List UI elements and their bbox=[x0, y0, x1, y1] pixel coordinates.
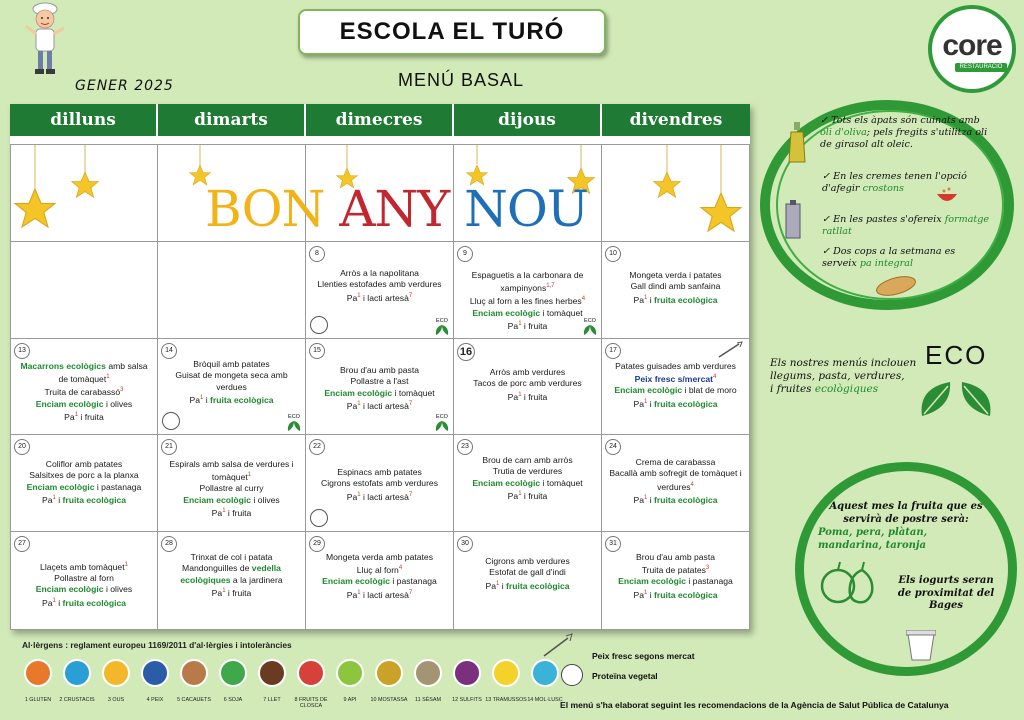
day-menu bbox=[608, 270, 743, 306]
calendar-cell-day-16 bbox=[454, 339, 602, 435]
first-course: Espirals amb salsa de verdures i tomàquet$^1$ bbox=[169, 459, 294, 483]
grater-icon bbox=[782, 200, 804, 240]
dessert-line: Pa$^1$ i fruita ecològica bbox=[189, 394, 274, 405]
allergen-icon bbox=[219, 659, 247, 687]
vegetable-protein-icon bbox=[310, 316, 328, 334]
allergen-icon bbox=[453, 659, 481, 687]
eco-title: ECO bbox=[925, 340, 988, 370]
yogurt-icon bbox=[906, 630, 936, 662]
month-label: GENER 2025 bbox=[75, 78, 174, 94]
eco-description: Els nostres menús inclouen llegums, pasta, verdures, i fruites ecològiques bbox=[770, 357, 917, 395]
first-course: Patates guisades amb verdures bbox=[615, 361, 736, 371]
dessert-line: Pa$^1$ i lacti artesà$^7$ bbox=[346, 292, 413, 303]
chef-illustration bbox=[22, 2, 68, 78]
day-number: 17 bbox=[605, 343, 621, 359]
first-course: Llaçets amb tomàquet$^1$ bbox=[40, 561, 128, 572]
second-course: Gall dindi amb sanfaina bbox=[630, 281, 721, 292]
second-course: Llenties estofades amb verdures bbox=[317, 279, 442, 290]
second-course: Truita de patates$^3$ bbox=[641, 565, 710, 576]
salad-line: Enciam ecològic i blat de moro bbox=[614, 385, 737, 396]
calendar-cell-day-27 bbox=[10, 532, 158, 630]
first-course: Macarrons ecològics amb salsa de tomàquet$^1$ bbox=[20, 361, 148, 385]
allergen-label: 10 MOSTASSA bbox=[370, 697, 408, 703]
day-menu bbox=[164, 459, 299, 519]
dessert-line: Pa$^1$ i fruita ecològica bbox=[633, 494, 718, 505]
allergen-label: 12 SULFITS bbox=[452, 697, 482, 703]
dessert-line: Pa$^1$ i fruita ecològica bbox=[633, 398, 718, 409]
day-menu bbox=[312, 552, 447, 601]
calendar-cell-day-23 bbox=[454, 435, 602, 532]
first-course: Bròquil amb patates bbox=[193, 359, 270, 369]
dessert-line: Pa$^1$ i lacti artesà$^7$ bbox=[346, 491, 413, 502]
school-title: ESCOLA EL TURÓ bbox=[298, 9, 606, 55]
menu-type: MENÚ BASAL bbox=[397, 70, 525, 90]
fish-icon bbox=[717, 341, 743, 359]
dessert-line: Pa$^1$ i fruita ecològica bbox=[41, 597, 127, 608]
vegetable-protein-icon bbox=[310, 509, 328, 527]
allergen-label: 6 SOJA bbox=[223, 697, 243, 703]
allergen-icon bbox=[297, 659, 325, 687]
day-header-friday: divendres bbox=[602, 104, 750, 136]
salad-line: Enciam ecològic i tomàquet bbox=[472, 307, 583, 318]
olive-oil-icon bbox=[786, 122, 808, 164]
banner-word-1: BON bbox=[205, 180, 325, 238]
dessert-line: Pa$^1$ i fruita bbox=[211, 587, 252, 598]
second-course: Cigrons estofats amb verdures bbox=[320, 478, 439, 489]
allergen-label: 9 API bbox=[343, 697, 357, 703]
allergen-icon bbox=[531, 659, 559, 687]
happy-new-year-banner bbox=[205, 180, 588, 238]
second-course: Lluç al forn$^4$ bbox=[356, 565, 403, 576]
day-header-monday: dilluns bbox=[10, 104, 158, 136]
day-header-thursday: dijous bbox=[454, 104, 602, 136]
calendar-cell-day-8 bbox=[306, 242, 454, 339]
logo-subtitle: RESTAURACIÓ bbox=[955, 63, 1007, 72]
second-course: Trutia de verdures bbox=[492, 466, 563, 477]
day-number: 28 bbox=[161, 536, 177, 552]
day-number: 15 bbox=[309, 343, 325, 359]
day-number: 31 bbox=[605, 536, 621, 552]
allergen-label: 8 FRUITS DE CLOSCA bbox=[294, 697, 328, 709]
dessert-line: Pa$^1$ i fruita ecològica bbox=[485, 580, 570, 591]
allergen-label: 5 CACAUETS bbox=[177, 697, 211, 703]
dessert-line: Pa$^1$ i lacti artesà$^7$ bbox=[346, 400, 413, 411]
eco-leaves-icon bbox=[916, 368, 996, 420]
banner-word-2: ANY bbox=[339, 180, 450, 238]
vegetable-protein-icon bbox=[162, 412, 180, 430]
eco-leaf-icon: ECO bbox=[581, 320, 599, 336]
day-number: 10 bbox=[605, 246, 621, 262]
first-course: Cigrons amb verdures bbox=[485, 556, 570, 566]
day-menu bbox=[312, 467, 447, 503]
allergen-icon bbox=[258, 659, 286, 687]
vegetable-protein-legend-icon bbox=[561, 664, 583, 686]
bread-icon bbox=[874, 274, 918, 298]
first-course: Espinacs amb patates bbox=[337, 467, 422, 477]
day-header-tuesday: dimarts bbox=[158, 104, 306, 136]
fish-legend-label: Peix fresc segons mercat bbox=[592, 651, 695, 661]
second-course: Tacos de porc amb verdures bbox=[473, 378, 582, 389]
first-course: Coliflor amb patates bbox=[45, 459, 123, 469]
calendar-cell-day-17 bbox=[602, 339, 750, 435]
footer-note: El menú s'ha elaborat seguint les recomendacions de la Agència de Salut Pública de Catalunya bbox=[560, 700, 949, 710]
allergen-icon bbox=[141, 659, 169, 687]
day-menu bbox=[608, 361, 743, 410]
second-course: Pollastre al curry bbox=[199, 483, 264, 494]
day-number: 14 bbox=[161, 343, 177, 359]
calendar-cell-day-31 bbox=[602, 532, 750, 630]
calendar-cell-day-15 bbox=[306, 339, 454, 435]
second-course: Estofat de gall d'indi bbox=[489, 567, 566, 578]
second-course: Pollastre al forn bbox=[54, 573, 114, 584]
salad-line: Enciam ecològic i olives bbox=[183, 494, 280, 505]
day-number: 23 bbox=[457, 439, 473, 455]
allergen-icon bbox=[492, 659, 520, 687]
vegetable-protein-legend-label: Proteïna vegetal bbox=[592, 671, 658, 681]
salad-line: Enciam ecològic i pastanaga bbox=[322, 576, 437, 587]
allergen-label: 4 PEIX bbox=[146, 697, 164, 703]
salad-line: Enciam ecològic i pastanaga bbox=[26, 481, 142, 492]
calendar-cell-day-9 bbox=[454, 242, 602, 339]
day-menu bbox=[17, 361, 151, 423]
calendar-cell-day-29 bbox=[306, 532, 454, 630]
dessert-line: Pa$^1$ i fruita bbox=[507, 320, 548, 331]
day-number: 8 bbox=[309, 246, 325, 262]
dessert-line: Pa$^1$ i fruita bbox=[64, 411, 104, 422]
day-number: 13 bbox=[14, 343, 30, 359]
info-cheese: ✓ En les pastes s'ofereix formatge ratllat bbox=[822, 214, 990, 237]
day-number: 27 bbox=[14, 536, 30, 552]
day-menu bbox=[460, 270, 595, 332]
dessert-line: Pa$^1$ i fruita ecològica bbox=[633, 294, 718, 305]
first-course: Brou d'au amb pasta bbox=[339, 365, 420, 375]
day-number: 30 bbox=[457, 536, 473, 552]
dessert-line: Pa$^1$ i fruita ecològica bbox=[41, 494, 127, 505]
calendar-cell-day-14 bbox=[158, 339, 306, 435]
day-menu bbox=[312, 268, 447, 304]
day-header-wednesday: dimecres bbox=[306, 104, 454, 136]
day-number: 22 bbox=[309, 439, 325, 455]
second-course: Bacallà amb sofregit de tomàquet i verdures$^4$ bbox=[609, 468, 742, 492]
calendar-cell-day-28 bbox=[158, 532, 306, 630]
first-course: Arròs amb verdures bbox=[489, 367, 566, 377]
day-menu bbox=[608, 457, 743, 506]
second-course: Mandonguilles de vedella ecològiques a la jardinera bbox=[180, 563, 283, 585]
calendar-cell-day-30 bbox=[454, 532, 602, 630]
second-course: Salsitxes de porc a la planxa bbox=[29, 470, 139, 481]
first-course: Mongeta verda amb patates bbox=[325, 552, 433, 562]
day-menu bbox=[17, 560, 151, 609]
day-number: 21 bbox=[161, 439, 177, 455]
soup-bowl-icon bbox=[935, 186, 959, 206]
day-number: 9 bbox=[457, 246, 473, 262]
calendar-cell-day-21 bbox=[158, 435, 306, 532]
fish-legend-icon bbox=[540, 632, 574, 658]
calendar-cell-day-20 bbox=[10, 435, 158, 532]
calendar-cell-day-24 bbox=[602, 435, 750, 532]
calendar-cell-empty bbox=[158, 242, 306, 339]
salad-line: Enciam ecològic i tomàquet bbox=[472, 477, 583, 488]
eco-leaf-icon: ECO bbox=[433, 416, 451, 432]
salad-line: Enciam ecològic i pastanaga bbox=[618, 576, 733, 587]
day-menu bbox=[164, 359, 299, 406]
first-course: Mongeta verda i patates bbox=[629, 270, 722, 280]
first-course: Trinxat de col i patata bbox=[190, 552, 273, 562]
allergen-icon bbox=[180, 659, 208, 687]
calendar-cell-empty bbox=[10, 242, 158, 339]
first-course: Crema de carabassa bbox=[635, 457, 716, 467]
day-menu bbox=[460, 367, 595, 403]
day-number: 24 bbox=[605, 439, 621, 455]
allergen-icon bbox=[24, 659, 52, 687]
second-course: Truita de carabassó$^3$ bbox=[44, 387, 124, 398]
allergen-icon bbox=[102, 659, 130, 687]
day-number: 16 bbox=[457, 343, 475, 361]
logo-text: core bbox=[942, 29, 1002, 62]
allergens-title: Al·lèrgens : reglament europeu 1169/2011 d'al·lèrgies i intoleràncies bbox=[22, 640, 292, 650]
yogurt-note: Els iogurts seran de proximitat del Bages bbox=[897, 575, 995, 611]
second-course: Lluç al forn a les fines herbes$^4$ bbox=[469, 296, 586, 307]
calendar-cell-day-13 bbox=[10, 339, 158, 435]
first-course: Espaguetis a la carbonara de xampinyons$^{1,7}$ bbox=[471, 270, 584, 294]
day-menu bbox=[164, 552, 299, 599]
allergen-label: 1 GLUTEN bbox=[24, 697, 52, 703]
banner-word-3: NOU bbox=[464, 180, 588, 238]
calendar-cell-day-10 bbox=[602, 242, 750, 339]
salad-line: Enciam ecològic i olives bbox=[35, 584, 133, 595]
fruit-icon bbox=[818, 556, 880, 606]
allergen-icon bbox=[414, 659, 442, 687]
allergen-icon bbox=[336, 659, 364, 687]
allergen-label: 3 OUS bbox=[107, 697, 125, 703]
info-oil: ✓ Tots els àpats són cuinats amb oli d'oliva; pels fregits s'utilitza oli de girasol alt oleic. bbox=[820, 115, 988, 150]
dessert-line: Pa$^1$ i fruita ecològica bbox=[633, 589, 718, 600]
first-course: Arròs a la napolitana bbox=[340, 268, 419, 278]
dessert-line: Pa$^1$ i fruita bbox=[211, 507, 252, 518]
first-course: Brou de carn amb arròs bbox=[482, 455, 573, 465]
first-course: Brou d'au amb pasta bbox=[635, 552, 716, 562]
allergen-label: 13 TRAMUSSOS bbox=[485, 697, 527, 703]
eco-leaf-icon: ECO bbox=[285, 416, 303, 432]
dessert-line: Pa$^1$ i fruita bbox=[507, 490, 548, 501]
eco-leaf-icon: ECO bbox=[433, 320, 451, 336]
allergen-icon bbox=[375, 659, 403, 687]
dessert-line: Pa$^1$ i lacti artesà$^7$ bbox=[346, 589, 413, 600]
day-number: 29 bbox=[309, 536, 325, 552]
second-course: Pollastre a l'ast bbox=[350, 376, 409, 387]
second-course: Guisat de mongeta seca amb verdues bbox=[175, 370, 288, 392]
day-menu bbox=[608, 552, 743, 601]
day-menu bbox=[312, 365, 447, 412]
info-bread: ✓ Dos cops a la setmana es serveix pa integral bbox=[822, 246, 956, 269]
fruit-list: Poma, pera, plàtan, mandarina, taronja bbox=[818, 527, 928, 551]
allergen-label: 2 CRUSTACIS bbox=[59, 697, 95, 703]
allergen-label: 11 SÈSAM bbox=[415, 697, 441, 703]
second-course: Peix fresc s/mercat$^4$ bbox=[634, 374, 717, 385]
day-number: 20 bbox=[14, 439, 30, 455]
salad-line: Enciam ecològic i olives bbox=[35, 398, 133, 409]
allergen-label: 7 LLET bbox=[263, 697, 281, 703]
allergen-icon bbox=[63, 659, 91, 687]
fruit-intro: Aquest mes la fruita que es servirà de postre serà: bbox=[829, 501, 983, 525]
day-menu bbox=[460, 556, 595, 592]
info-croutons: ✓ En les cremes tenen l'opció d'afegir crostons bbox=[822, 171, 967, 194]
day-menu bbox=[17, 459, 151, 506]
allergen-label: 14 MOL·LUSC bbox=[527, 697, 563, 703]
dessert-line: Pa$^1$ i fruita bbox=[507, 391, 548, 402]
day-menu bbox=[460, 455, 595, 502]
salad-line: Enciam ecològic i tomàquet bbox=[324, 387, 435, 398]
calendar-cell-day-22 bbox=[306, 435, 454, 532]
